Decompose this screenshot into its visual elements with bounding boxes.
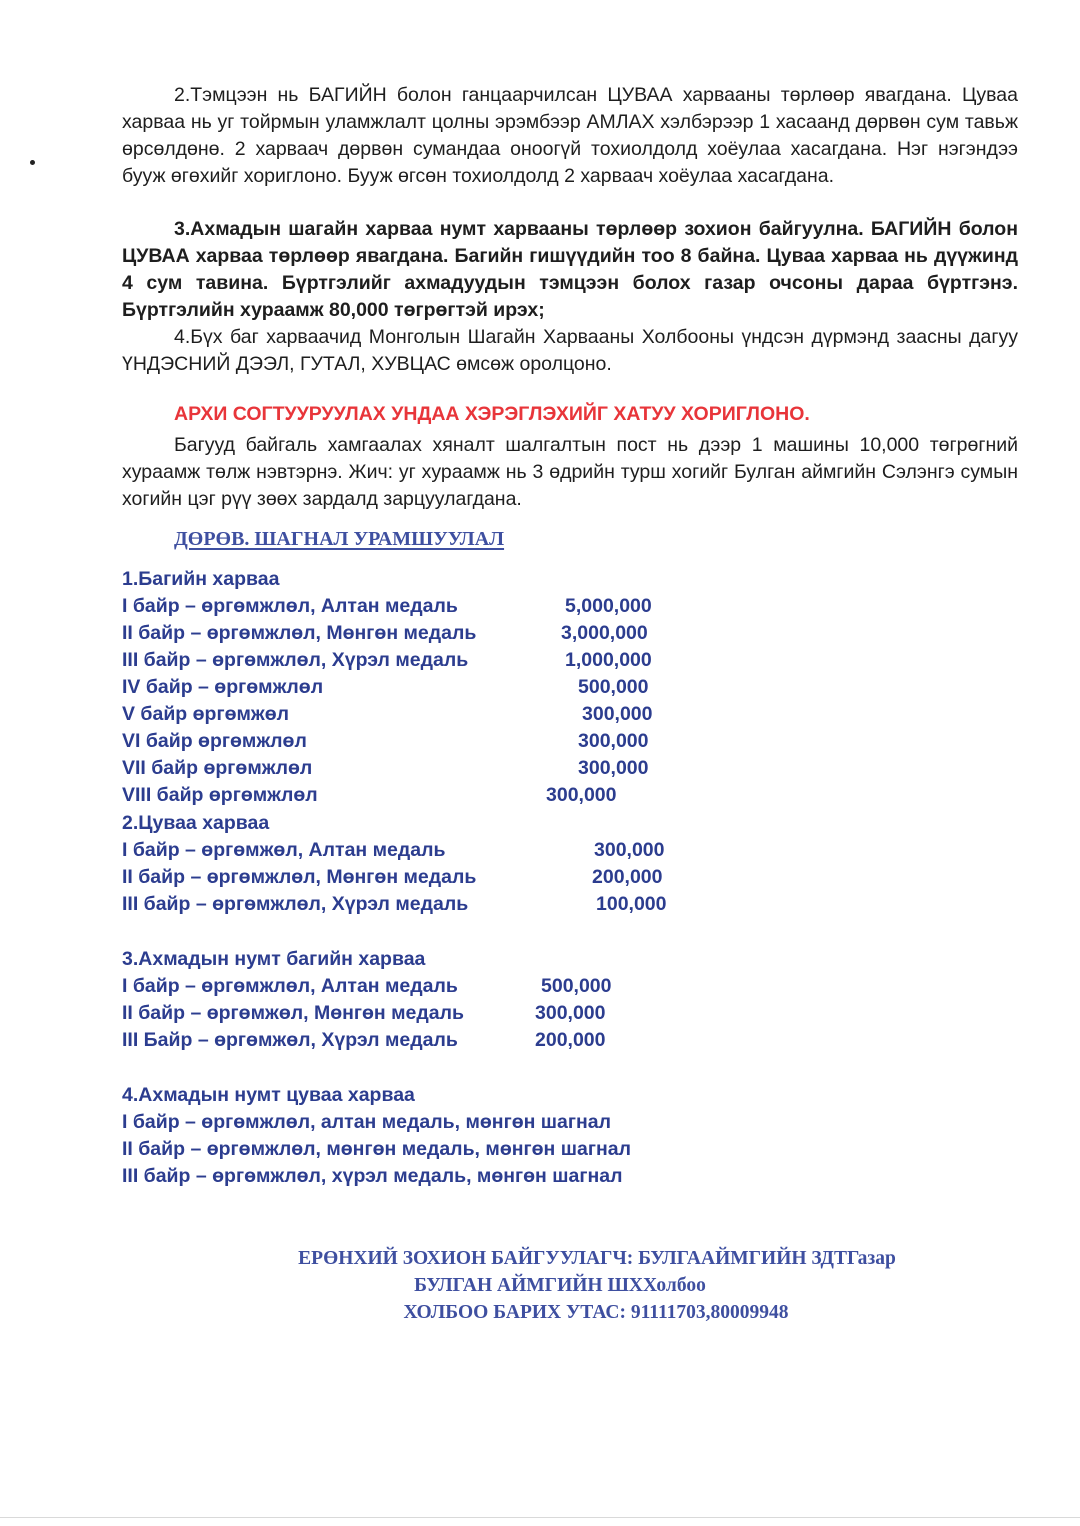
award-row: [122, 1029, 742, 1056]
award-label: III байр – өргөмжлөл, Хүрэл медаль: [122, 893, 469, 915]
award-row: [122, 730, 742, 757]
award-label: I байр – өргөмжөл, Алтан медаль: [122, 839, 446, 861]
award-row: [122, 703, 742, 730]
award-label: II байр – өргөмжлөл, мөнгөн медаль, мөнгөн шагнал: [122, 1138, 631, 1160]
award-row: [122, 975, 742, 1002]
award-label: I байр – өргөмжлөл, алтан медаль, мөнгөн шагнал: [122, 1111, 612, 1133]
award-label: VI байр өргөмжлөл: [122, 730, 307, 752]
section-title-awards: ДӨРӨВ. ШАГНАЛ УРАМШУУЛАЛ: [174, 528, 505, 550]
award-amount: 500,000: [578, 676, 649, 698]
award-label: II байр – өргөмжөл, Мөнгөн медаль: [122, 1002, 464, 1024]
award-group-title: 2.Цуваа харваа: [122, 812, 270, 834]
award-amount: 300,000: [594, 839, 665, 861]
stray-dot-mark: [30, 160, 35, 165]
award-row: [122, 622, 742, 649]
award-row: [122, 1111, 742, 1138]
award-label: IV байр – өргөмжлөл: [122, 676, 324, 698]
rule-paragraph-2: 2.Тэмцээн нь БАГИЙН болон ганцаарчилсан ЦУВАА харвааны төрлөөр явагдана. Цуваа харваа нь уг тойрмын уламжлалт цолны эрэмбээр АМЛАХ хэлбэрээр 1 хасаанд дөрвөн сум тавьж өрсөлдөнө. 2 харваач дөрвөн сумандаа оноогүй тохиолдолд хоёулаа хасагдана. Нэг нэгэндээ бууж өгөхийг хориглоно. Бууж өгсөн тохиолдолд 2 харваач хоёулаа хасагдана.: [122, 84, 1018, 187]
award-amount: 5,000,000: [565, 595, 652, 617]
page-edge-line: [0, 1517, 1080, 1518]
alcohol-warning: АРХИ СОГТУУРУУЛАХ УНДАА ХЭРЭГЛЭХИЙГ ХАТУУ ХОРИГЛОНО.: [174, 403, 810, 425]
award-row: [122, 784, 742, 811]
organizer-footer: [0, 1245, 1080, 1326]
contact-phone-line: ХОЛБОО БАРИХ УТАС: 91111703,80009948: [403, 1302, 789, 1323]
award-group-title: 1.Багийн харваа: [122, 568, 280, 590]
award-amount: 1,000,000: [565, 649, 652, 671]
award-label: I байр – өргөмжлөл, Алтан медаль: [122, 595, 458, 617]
award-amount: 300,000: [546, 784, 617, 806]
award-amount: 300,000: [535, 1002, 606, 1024]
award-label: III Байр – өргөмжөл, Хүрэл медаль: [122, 1029, 458, 1051]
award-label: III байр – өргөмжлөл, Хүрэл медаль: [122, 649, 469, 671]
award-group-title: 4.Ахмадын нумт цуваа харваа: [122, 1084, 415, 1106]
award-row: [122, 1002, 742, 1029]
award-row: [122, 676, 742, 703]
award-row: [122, 757, 742, 784]
award-label: VII байр өргөмжлөл: [122, 757, 313, 779]
award-label: III байр – өргөмжлөл, хүрэл медаль, мөнгөн шагнал: [122, 1165, 623, 1187]
award-amount: 200,000: [592, 866, 663, 888]
award-amount: 300,000: [582, 703, 653, 725]
award-row: [122, 595, 742, 622]
award-amount: 500,000: [541, 975, 612, 997]
award-amount: 300,000: [578, 730, 649, 752]
award-amount: 3,000,000: [561, 622, 648, 644]
award-amount: 200,000: [535, 1029, 606, 1051]
award-amount: 300,000: [578, 757, 649, 779]
federation-line: БУЛГАН АЙМГИЙН ШХХолбоо: [414, 1275, 706, 1296]
award-amount: 100,000: [596, 893, 667, 915]
award-row: [122, 1165, 742, 1192]
award-row: [122, 1138, 742, 1165]
award-row: [122, 649, 742, 676]
organizer-line: ЕРӨНХИЙ ЗОХИОН БАЙГУУЛАГЧ: БУЛГААЙМГИЙН ЗДТГазар: [298, 1248, 896, 1269]
award-label: II байр – өргөмжлөл, Мөнгөн медаль: [122, 866, 477, 888]
rule-paragraph-3: 3.Ахмадын шагайн харваа нумт харвааны төрлөөр зохион байгуулна. БАГИЙН болон ЦУВАА харваа төрлөөр явагдана. Багийн гишүүдийн тоо 8 байна. Цуваа харваа нь дүүжинд 4 сум тавина. Бүртгэлийг ахмадуудын тэмцээн болох газар очсоны дараа бүртгэнэ. Бүртгэлийн хураамж 80,000 төгрөгтэй ирэх;: [122, 218, 1018, 321]
award-row: [122, 839, 742, 866]
award-label: I байр – өргөмжлөл, Алтан медаль: [122, 975, 458, 997]
rule-paragraph-4: 4.Бүх баг харваачид Монголын Шагайн Харвааны Холбооны үндсэн дүрмэнд заасны дагуу ҮНДЭСНИЙ ДЭЭЛ, ГУТАЛ, ХУВЦАС өмсөж оролцоно.: [122, 326, 1018, 375]
fee-paragraph: Багууд байгаль хамгаалах хяналт шалгалтын пост нь дээр 1 машины 10,000 төгрөгний хураамж төлж нэвтэрнэ. Жич: уг хураамж нь 3 өдрийн турш хогийг Булган аймгийн Сэлэнгэ сумын хогийн цэг рүү зөөх зардалд зарцуулагдана.: [122, 434, 1018, 510]
award-group-title: 3.Ахмадын нумт багийн харваа: [122, 948, 426, 970]
award-row: [122, 866, 742, 893]
award-row: [122, 893, 742, 920]
award-label: V байр өргөмжөл: [122, 703, 290, 725]
award-label: II байр – өргөмжлөл, Мөнгөн медаль: [122, 622, 477, 644]
award-label: VIII байр өргөмжлөл: [122, 784, 318, 806]
